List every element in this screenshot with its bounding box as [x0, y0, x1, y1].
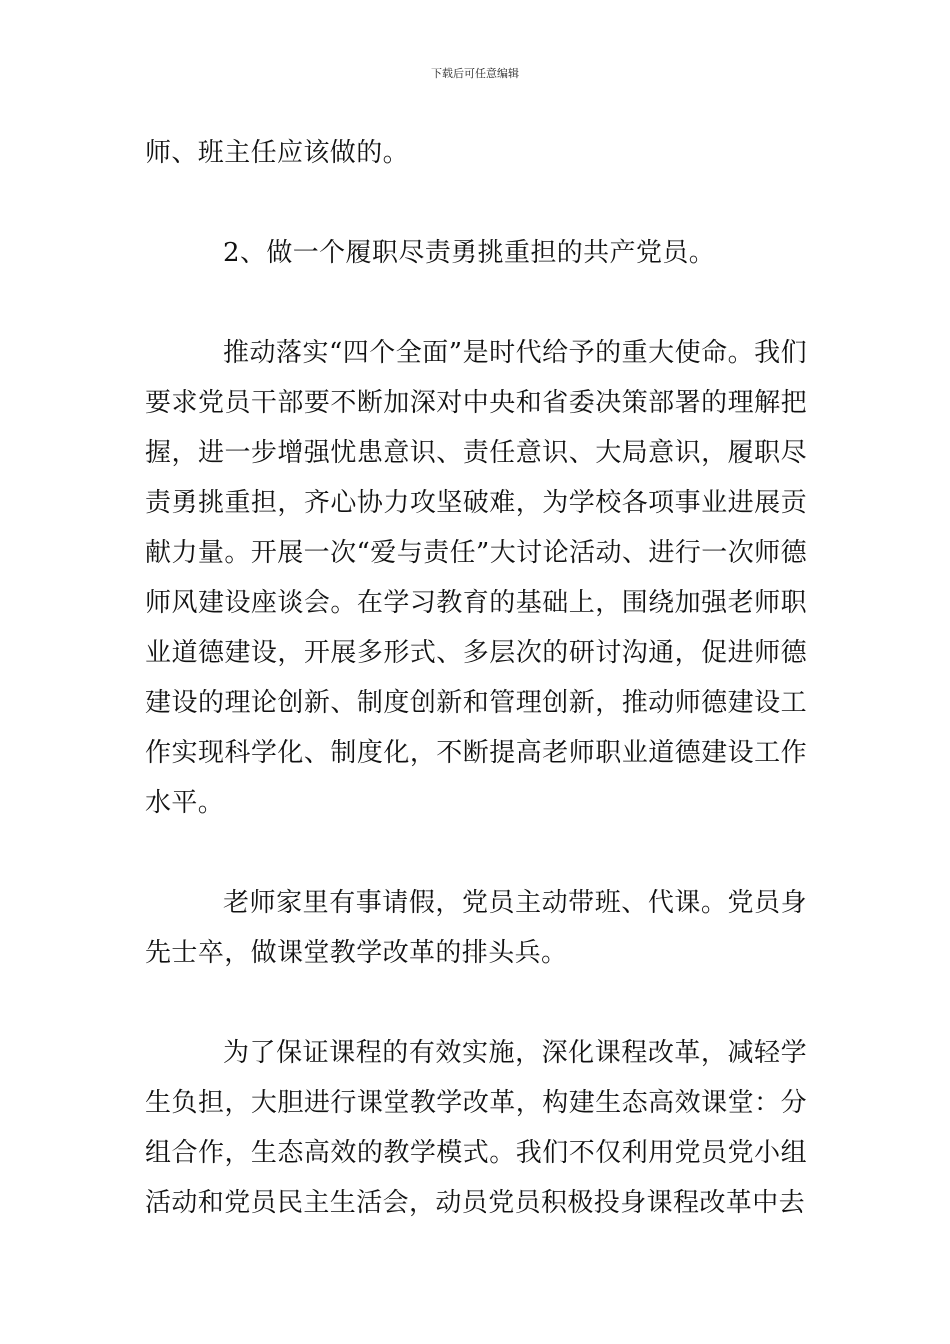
section-heading: 2、做一个履职尽责勇挑重担的共产党员。: [223, 238, 716, 268]
header-note: 下载后可任意编辑: [431, 67, 519, 80]
paragraph-continuation: 师、班主任应该做的。: [145, 138, 410, 168]
document-body: [145, 128, 807, 1228]
paragraph-curriculum-reform: 为了保证课程的有效实施，深化课程改革，减轻学生负担，大胆进行课堂教学改革，构建生态高效课堂：分组合作，生态高效的教学模式。我们不仅利用党员党小组活动和党员民主生活会，动员党员积极投身课程改革中去: [145, 1038, 807, 1218]
paragraph-four-comprehensives: 推动落实“四个全面”是时代给予的重大使命。我们要求党员干部要不断加深对中央和省委决策部署的理解把握，进一步增强忧患意识、责任意识、大局意识，履职尽责勇挑重担，齐心协力攻坚破难，为学校各项事业进展贡献力量。开展一次“爱与责任”大讨论活动、进行一次师德师风建设座谈会。在学习教育的基础上，围绕加强老师职业道德建设，开展多形式、多层次的研讨沟通，促进师德建设的理论创新、制度创新和管理创新，推动师德建设工作实现科学化、制度化，不断提高老师职业道德建设工作水平。: [145, 338, 807, 818]
paragraph-substitute-teaching: 老师家里有事请假，党员主动带班、代课。党员身先士卒，做课堂教学改革的排头兵。: [145, 888, 807, 968]
